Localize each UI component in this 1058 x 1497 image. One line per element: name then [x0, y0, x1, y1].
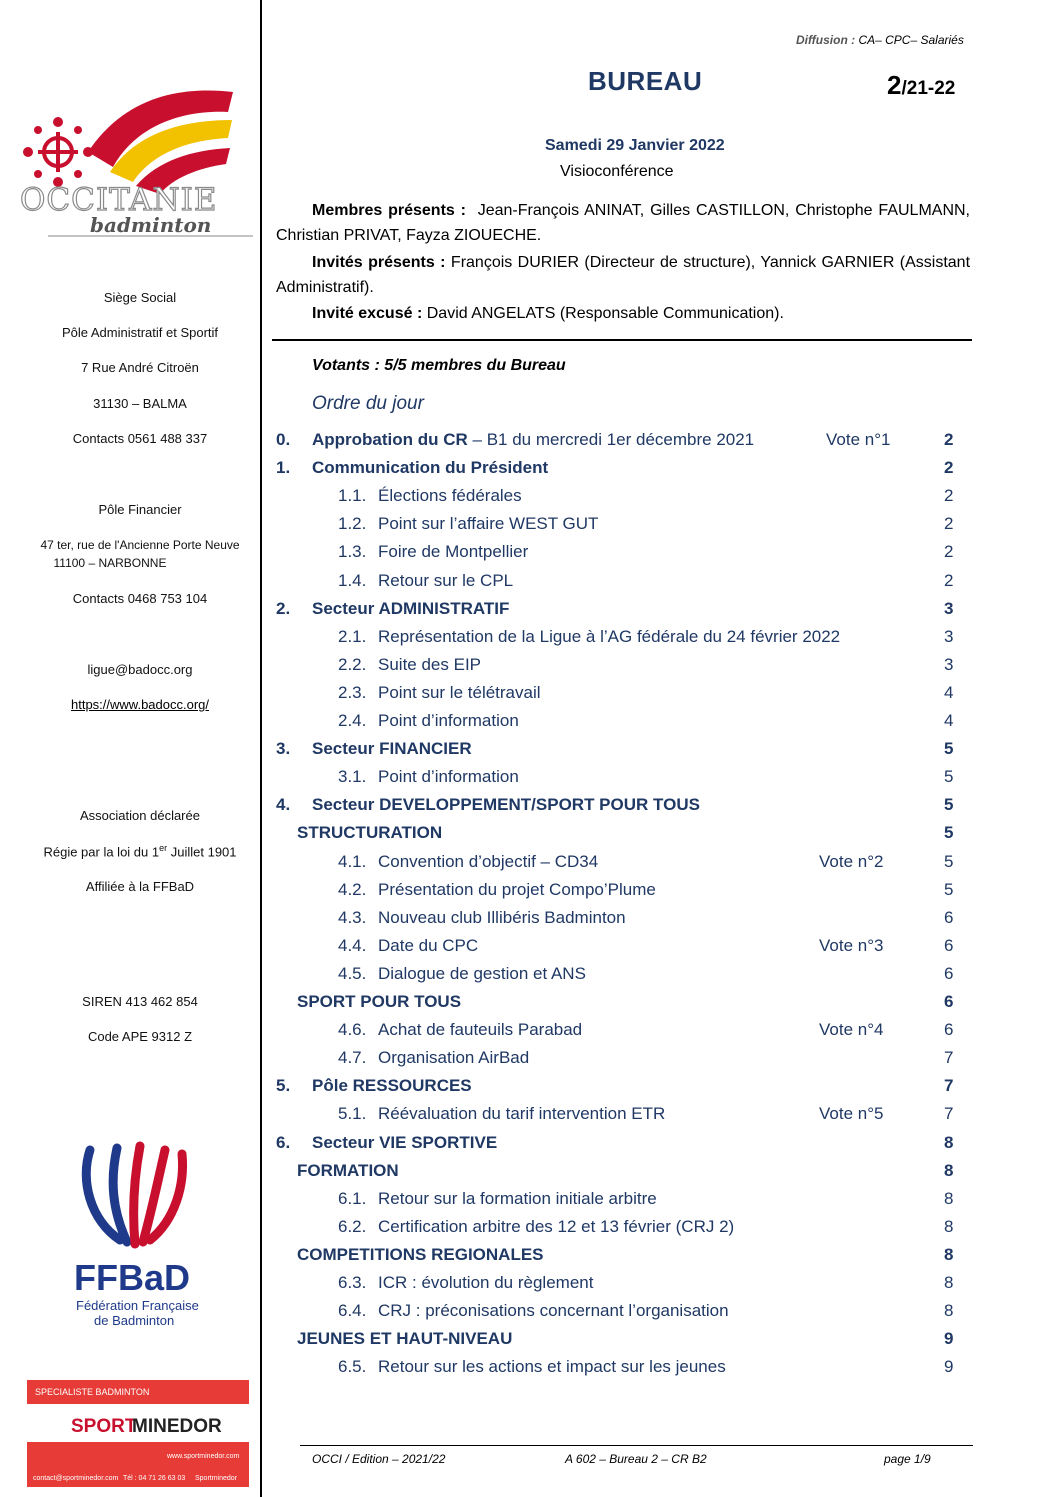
logo-wordmark: OCCITANIE: [20, 182, 218, 218]
agenda-item-number: 5.1.: [338, 1104, 367, 1124]
agenda-item-page: 8: [944, 1216, 954, 1236]
agenda-item-number: 1.: [276, 458, 291, 478]
footer-divider: [300, 1445, 973, 1446]
agenda-item-title: Secteur VIE SPORTIVE: [312, 1132, 498, 1152]
agenda-item-title: Secteur FINANCIER: [312, 739, 472, 759]
agenda-item-label: [312, 430, 754, 450]
agenda-item-page: 7: [944, 1104, 954, 1124]
ape-label: Code APE 9312 Z: [87, 1029, 193, 1044]
agenda-item-title: Secteur ADMINISTRATIF: [312, 598, 510, 618]
agenda-item-page: 7: [944, 1048, 954, 1068]
agenda-item-page: 4: [944, 711, 954, 730]
agenda-item-label: [378, 1104, 665, 1124]
agenda-item-page: 8: [944, 1301, 954, 1321]
agenda-item-number: 3.1.: [338, 767, 367, 787]
members-list: Jean-François ANINAT, Gilles CASTILLON, Christophe FAULMANN, Christian PRIVAT, Fayza ZIOUECHE.: [276, 202, 971, 244]
agenda-item-label: [297, 992, 461, 1012]
agenda-item-page: 6: [944, 992, 954, 1011]
agenda-item-title: Élections fédérales: [378, 486, 522, 506]
agenda-item[interactable]: [0, 1273, 1058, 1299]
meeting-mode: Visioconférence: [560, 163, 674, 180]
meeting-date: Samedi 29 Janvier 2022: [545, 137, 725, 154]
agenda-item[interactable]: [0, 571, 1058, 597]
agenda-item[interactable]: [0, 599, 1058, 625]
agenda-item[interactable]: [0, 1245, 1058, 1271]
section-divider: [272, 339, 972, 341]
agenda-item-title: ICR : évolution du règlement: [378, 1273, 594, 1292]
agenda-item-title: COMPETITIONS REGIONALES: [297, 1244, 544, 1264]
agenda-item-label: [378, 964, 586, 984]
agenda-item-title: Représentation de la Ligue à l’AG fédérale du 24 février 2022: [378, 626, 841, 646]
agenda-item-number: 6.3.: [338, 1273, 367, 1292]
agenda-item-title: FORMATION: [297, 1160, 399, 1180]
agenda-item-vote: Vote n°3: [819, 935, 884, 955]
sponsor-mail: contact@sportminedor.com: [33, 1475, 119, 1482]
agenda-item-page: 3: [944, 654, 954, 674]
agenda-item-page: 8: [944, 1188, 954, 1208]
agenda-item-number: 2.1.: [338, 626, 367, 646]
agenda-item-page: 6: [944, 1020, 954, 1040]
agenda-item-number: 1.1.: [338, 486, 367, 506]
members-label: Membres présents :: [312, 202, 466, 219]
agenda-item-number: 3.: [276, 739, 291, 759]
address-line-4: 11100 – NARBONNE: [53, 556, 167, 570]
agenda-item-title: Retour sur les actions et impact sur les jeunes: [378, 1357, 726, 1377]
pole-admin-label: Pôle Administratif et Sportif: [61, 325, 219, 340]
agenda-item-title: Pôle RESSOURCES: [312, 1076, 472, 1096]
sponsor-site: www.sportminedor.com: [167, 1453, 240, 1460]
agenda-item-label: [312, 599, 509, 619]
association-label: Association déclarée: [80, 808, 200, 823]
agenda-item[interactable]: [0, 1217, 1058, 1243]
agenda-item[interactable]: [0, 1133, 1058, 1159]
agenda-title: Ordre du jour: [312, 393, 424, 414]
agenda-item-number: 6.4.: [338, 1301, 367, 1321]
agenda-item-page: 2: [944, 458, 954, 478]
agenda-item-page: 3: [944, 626, 954, 646]
agenda-item-label: [378, 1189, 657, 1209]
agenda-item-page: 5: [944, 767, 954, 787]
website-link[interactable]: https://www.badocc.org/: [70, 697, 209, 712]
address-line-2: 31130 – BALMA: [93, 396, 187, 411]
agenda-item-number: 6.1.: [338, 1188, 367, 1208]
agenda-item-title: SPORT POUR TOUS: [297, 992, 462, 1011]
agenda-item-label: [378, 852, 598, 872]
agenda-item-label: [312, 739, 472, 759]
agenda-item-number: 2.2.: [338, 654, 367, 674]
regie-pre: Régie par la loi du 1: [43, 844, 160, 860]
address-line-1: 7 Rue André Citroën: [81, 360, 199, 375]
agenda-item-label: [378, 1020, 582, 1040]
agenda-item-number: 4.5.: [338, 963, 367, 983]
agenda-item-title: Achat de fauteuils Parabad: [378, 1020, 583, 1040]
agenda-item-label: [378, 880, 656, 900]
guests-label: Invités présents :: [312, 254, 446, 271]
agenda-item-label: [378, 655, 481, 675]
agenda-item-number: 1.2.: [338, 514, 367, 534]
agenda-item-label: [378, 1357, 726, 1377]
agenda-item-title: Point sur le télétravail: [378, 682, 541, 702]
diffusion-label: Diffusion :: [796, 33, 856, 47]
diffusion-line: [796, 33, 964, 47]
agenda-item-label: [378, 908, 626, 928]
affiliation-label: Affiliée à la FFBaD: [85, 879, 195, 894]
agenda-item-title: Retour sur le CPL: [378, 570, 514, 590]
agenda-item-page: 6: [944, 963, 954, 983]
agenda-item-label: [312, 1133, 497, 1153]
agenda-item-title: STRUCTURATION: [297, 823, 443, 843]
agenda-item-title: Communication du Président: [312, 458, 549, 478]
agenda-item-page: 2: [944, 570, 954, 590]
document-number: [887, 70, 955, 101]
contacts-admin: Contacts 0561 488 337: [72, 431, 208, 446]
agenda-item-page: 2: [944, 486, 954, 506]
agenda-item-number: 6.: [276, 1132, 291, 1152]
agenda-item[interactable]: [0, 486, 1058, 512]
agenda-item-number: 4.4.: [338, 935, 367, 955]
agenda-item-page: 5: [944, 739, 954, 759]
agenda-item-number: 4.3.: [338, 907, 367, 927]
excused-list: David ANGELATS (Responsable Communication).: [426, 305, 784, 322]
contacts-financier: Contacts 0468 753 104: [72, 591, 208, 606]
agenda-item[interactable]: [0, 430, 1058, 456]
agenda-item-label: [378, 767, 519, 787]
agenda-item[interactable]: [0, 1020, 1058, 1046]
agenda-item-label: [378, 936, 478, 956]
agenda-item[interactable]: [0, 964, 1058, 990]
excused-label: Invité excusé :: [312, 305, 423, 322]
agenda-item-number: 2.3.: [338, 682, 367, 702]
agenda-item-page: 5: [944, 795, 954, 815]
agenda-item[interactable]: [0, 992, 1058, 1018]
agenda-item[interactable]: [0, 683, 1058, 709]
agenda-item-title: Réévaluation du tarif intervention ETR: [378, 1104, 666, 1124]
agenda-item-number: 6.2.: [338, 1216, 367, 1236]
agenda-item-label: [378, 627, 840, 647]
agenda-item-page: 5: [944, 879, 954, 899]
agenda-item-label: [378, 1273, 593, 1293]
agenda-item[interactable]: [0, 880, 1058, 906]
agenda-item-label: [378, 683, 541, 703]
agenda-item[interactable]: [0, 627, 1058, 653]
document-title: BUREAU: [588, 66, 703, 96]
agenda-item-page: 8: [944, 1244, 954, 1264]
agenda-item-label: [378, 486, 522, 506]
agenda-item-label: [378, 514, 598, 534]
agenda-item-label: [378, 571, 513, 591]
sponsor-name-b: MINEDOR: [132, 1416, 222, 1437]
agenda-item[interactable]: [0, 1048, 1058, 1074]
agenda-item[interactable]: [0, 1357, 1058, 1383]
agenda-item-detail: – B1 du mercredi 1er décembre 2021: [467, 430, 755, 449]
agenda-item-page: 9: [944, 1329, 954, 1349]
agenda-item[interactable]: [0, 514, 1058, 540]
agenda-item-title: Organisation AirBad: [378, 1048, 530, 1068]
agenda-item-title: Point d’information: [378, 711, 519, 730]
agenda-item-label: [297, 1161, 399, 1181]
agenda-item-page: 7: [944, 1076, 954, 1096]
members-paragraph: [276, 198, 970, 248]
footer-edition: OCCI / Edition – 2021/22: [312, 1452, 446, 1466]
agenda-item[interactable]: [0, 1329, 1058, 1355]
agenda-item[interactable]: [0, 542, 1058, 568]
agenda-item-number: 1.3.: [338, 542, 367, 562]
logo-subtitle: badminton: [90, 213, 212, 237]
agenda-item[interactable]: [0, 823, 1058, 849]
occitanie-logo: [18, 82, 258, 242]
agenda-item-label: [378, 1217, 734, 1237]
footer-reference: A 602 – Bureau 2 – CR B2: [565, 1452, 707, 1466]
agenda-item-label: [312, 795, 700, 815]
document-number-main: 2: [887, 70, 902, 100]
agenda-item-title: Foire de Montpellier: [378, 542, 529, 562]
address-line-3: 47 ter, rue de l'Ancienne Porte Neuve: [40, 538, 240, 552]
agenda-item-number: 2.: [276, 598, 291, 618]
agenda-item-title: Dialogue de gestion et ANS: [378, 963, 586, 983]
agenda-item-number: 4.2.: [338, 879, 367, 899]
agenda-item-page: 2: [944, 430, 954, 449]
document-number-suffix: /21-22: [901, 78, 956, 99]
sponsor-social: Sportminedor: [195, 1475, 238, 1482]
agenda-item-label: [312, 1076, 472, 1096]
agenda-item[interactable]: [0, 458, 1058, 484]
agenda-item-page: 2: [944, 542, 954, 562]
agenda-item-page: 9: [944, 1357, 954, 1377]
agenda-item-vote: Vote n°4: [819, 1020, 884, 1040]
agenda-item-vote: Vote n°2: [819, 851, 884, 871]
sponsor-tel: Tél : 04 71 26 63 03: [123, 1475, 186, 1482]
agenda-item-number: 1.4.: [338, 570, 367, 590]
agenda-item-label: [378, 1301, 729, 1321]
agenda-item-title: Retour sur la formation initiale arbitre: [378, 1188, 657, 1208]
agenda-item-number: 0.: [276, 430, 291, 449]
agenda-item-title: Présentation du projet Compo’Plume: [378, 879, 656, 899]
agenda-item-label: [378, 711, 519, 731]
siege-label: Siège Social: [103, 290, 177, 305]
pole-financier-label: Pôle Financier: [98, 502, 182, 517]
agenda-item-number: 4.7.: [338, 1048, 367, 1068]
agenda-item-page: 4: [944, 682, 954, 702]
agenda-item-number: 6.5.: [338, 1357, 367, 1377]
agenda-item-page: 6: [944, 907, 954, 927]
agenda-item[interactable]: [0, 1301, 1058, 1327]
agenda-item-title: Point d’information: [378, 767, 519, 787]
regie-post: Juillet 1901: [167, 844, 237, 860]
agenda-item[interactable]: [0, 739, 1058, 765]
agenda-item-title: Approbation du CR: [312, 430, 468, 449]
agenda-item-title: Certification arbitre des 12 et 13 février (CRJ 2): [378, 1216, 735, 1236]
agenda-item[interactable]: [0, 1104, 1058, 1130]
agenda-item-title: Date du CPC: [378, 935, 479, 955]
agenda-item-number: 4.: [276, 795, 291, 815]
agenda-item-page: 8: [944, 1160, 954, 1180]
agenda-item[interactable]: [0, 936, 1058, 962]
agenda-item-title: CRJ : préconisations concernant l’organisation: [378, 1301, 729, 1321]
agenda-item[interactable]: [0, 711, 1058, 737]
agenda-item-number: 2.4.: [338, 711, 367, 730]
sponsor-name-a: SPORT: [71, 1416, 137, 1437]
agenda-item[interactable]: [0, 655, 1058, 681]
agenda-item[interactable]: [0, 1161, 1058, 1187]
votants-line: Votants : 5/5 membres du Bureau: [312, 357, 566, 374]
agenda-item-title: Point sur l’affaire WEST GUT: [378, 514, 599, 534]
agenda-item-title: Convention d’objectif – CD34: [378, 851, 599, 871]
agenda-item-label: [378, 1048, 529, 1068]
agenda-item-vote: Vote n°5: [819, 1104, 884, 1124]
agenda-item[interactable]: [0, 795, 1058, 821]
agenda-item-label: [378, 542, 528, 562]
email-link[interactable]: ligue@badocc.org: [87, 662, 193, 677]
agenda-item-title: Suite des EIP: [378, 654, 482, 674]
agenda-item-title: Nouveau club Illibéris Badminton: [378, 907, 626, 927]
agenda-item-title: JEUNES ET HAUT-NIVEAU: [297, 1329, 513, 1349]
agenda-item-number: 5.: [276, 1076, 291, 1096]
agenda-item[interactable]: [0, 908, 1058, 934]
agenda-item-label: [297, 1329, 512, 1349]
agenda-item-label: [297, 823, 442, 843]
agenda-item-label: [297, 1245, 544, 1265]
guests-list: François DURIER (Directeur de structure), Yannick GARNIER (Assistant Administratif).: [276, 254, 971, 296]
agenda-item-page: 6: [944, 935, 954, 955]
ffbad-subtitle-1: Fédération Française: [76, 1298, 199, 1313]
excused-paragraph: [276, 301, 970, 326]
agenda-item-page: 5: [944, 851, 954, 871]
footer-page: page 1/9: [884, 1452, 931, 1466]
agenda-item-page: 3: [944, 598, 954, 618]
agenda-item-title: Secteur DEVELOPPEMENT/SPORT POUR TOUS: [312, 795, 700, 815]
agenda-item[interactable]: [0, 1189, 1058, 1215]
agenda-item-label: [312, 458, 548, 478]
sponsor-tagline: SPECIALISTE BADMINTON: [35, 1387, 150, 1397]
agenda-item-page: 5: [944, 823, 954, 843]
agenda-item[interactable]: [0, 767, 1058, 793]
agenda-item-number: 4.1.: [338, 851, 367, 871]
siren-label: SIREN 413 462 854: [82, 994, 198, 1009]
guests-paragraph: [276, 250, 970, 300]
agenda-item[interactable]: [0, 852, 1058, 878]
agenda-item-number: 4.6.: [338, 1020, 367, 1040]
agenda-item-page: 8: [944, 1273, 954, 1292]
ffbad-wordmark: FFBaD: [74, 1257, 190, 1298]
agenda-item-page: 8: [944, 1132, 954, 1152]
regie-sup: er: [159, 843, 168, 853]
sportminedor-banner: [27, 1380, 249, 1487]
agenda-item-page: 2: [944, 514, 954, 534]
ffbad-subtitle-2: de Badminton: [94, 1313, 175, 1328]
diffusion-value: CA– CPC– Salariés: [858, 33, 964, 47]
agenda-item-vote: Vote n°1: [826, 430, 891, 449]
agenda-item[interactable]: [0, 1076, 1058, 1102]
